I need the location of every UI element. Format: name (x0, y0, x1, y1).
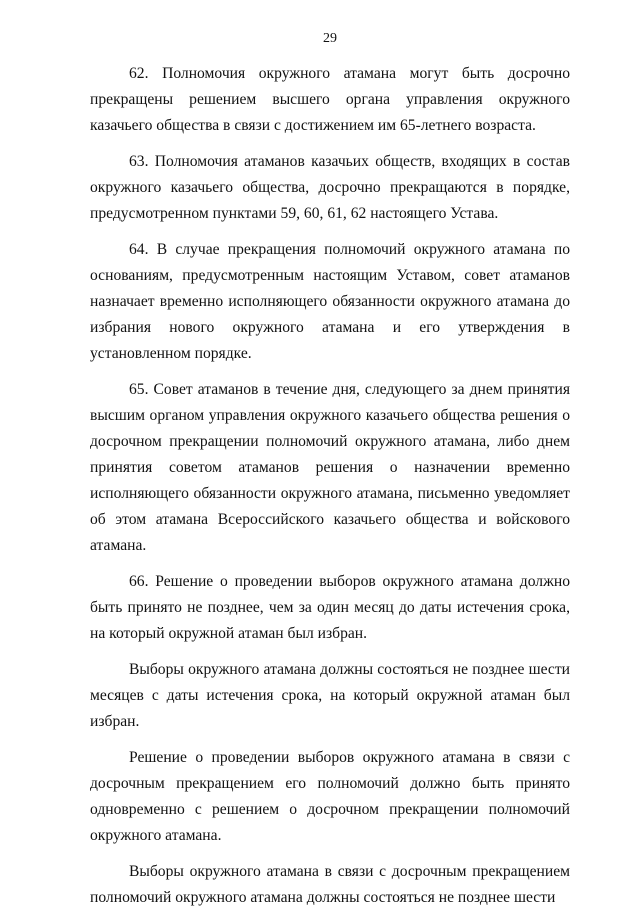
paragraph-elections-deadline: Выборы окружного атамана должны состояться не позднее шести месяцев с даты истечения срока, на который окружной атаман был избран. (90, 661, 570, 730)
paragraph-early-elections: Выборы окружного атамана в связи с досрочным прекращением полномочий окружного атамана должны состояться не позднее шести (90, 863, 570, 906)
paragraph-early-decision: Решение о проведении выборов окружного атамана в связи с досрочным прекращением его полномочий должно быть принято одновременно с решением о досрочном прекращении полномочий окружного атамана. (90, 749, 570, 844)
paragraph-66: 66. Решение о проведении выборов окружного атамана должно быть принято не позднее, чем за один месяц до даты истечения срока, на который окружной атаман был избран. (90, 573, 570, 642)
paragraph-64: 64. В случае прекращения полномочий окружного атамана по основаниям, предусмотренным настоящим Уставом, совет атаманов назначает временно исполняющего обязанности окружного атамана до избрания нового окружного атамана и его утверждения в установленном порядке. (90, 241, 570, 362)
paragraph-63: 63. Полномочия атаманов казачьих обществ, входящих в состав окружного казачьего общества, досрочно прекращаются в порядке, предусмотренном пунктами 59, 60, 61, 62 настоящего Устава. (90, 153, 570, 222)
page-number: 29 (323, 31, 337, 46)
paragraph-62: 62. Полномочия окружного атамана могут быть досрочно прекращены решением высшего органа управления окружного казачьего общества в связи с достижением им 65-летнего возраста. (90, 65, 570, 134)
paragraph-65: 65. Совет атаманов в течение дня, следующего за днем принятия высшим органом управления окружного казачьего общества решения о досрочном прекращении полномочий окружного атамана, либо днем принятия советом атаманов решения о назначении временно исполняющего обязанности окружного атамана, письменно уведомляет об этом атамана Всероссийского казачьего общества и войскового атамана. (90, 381, 570, 554)
